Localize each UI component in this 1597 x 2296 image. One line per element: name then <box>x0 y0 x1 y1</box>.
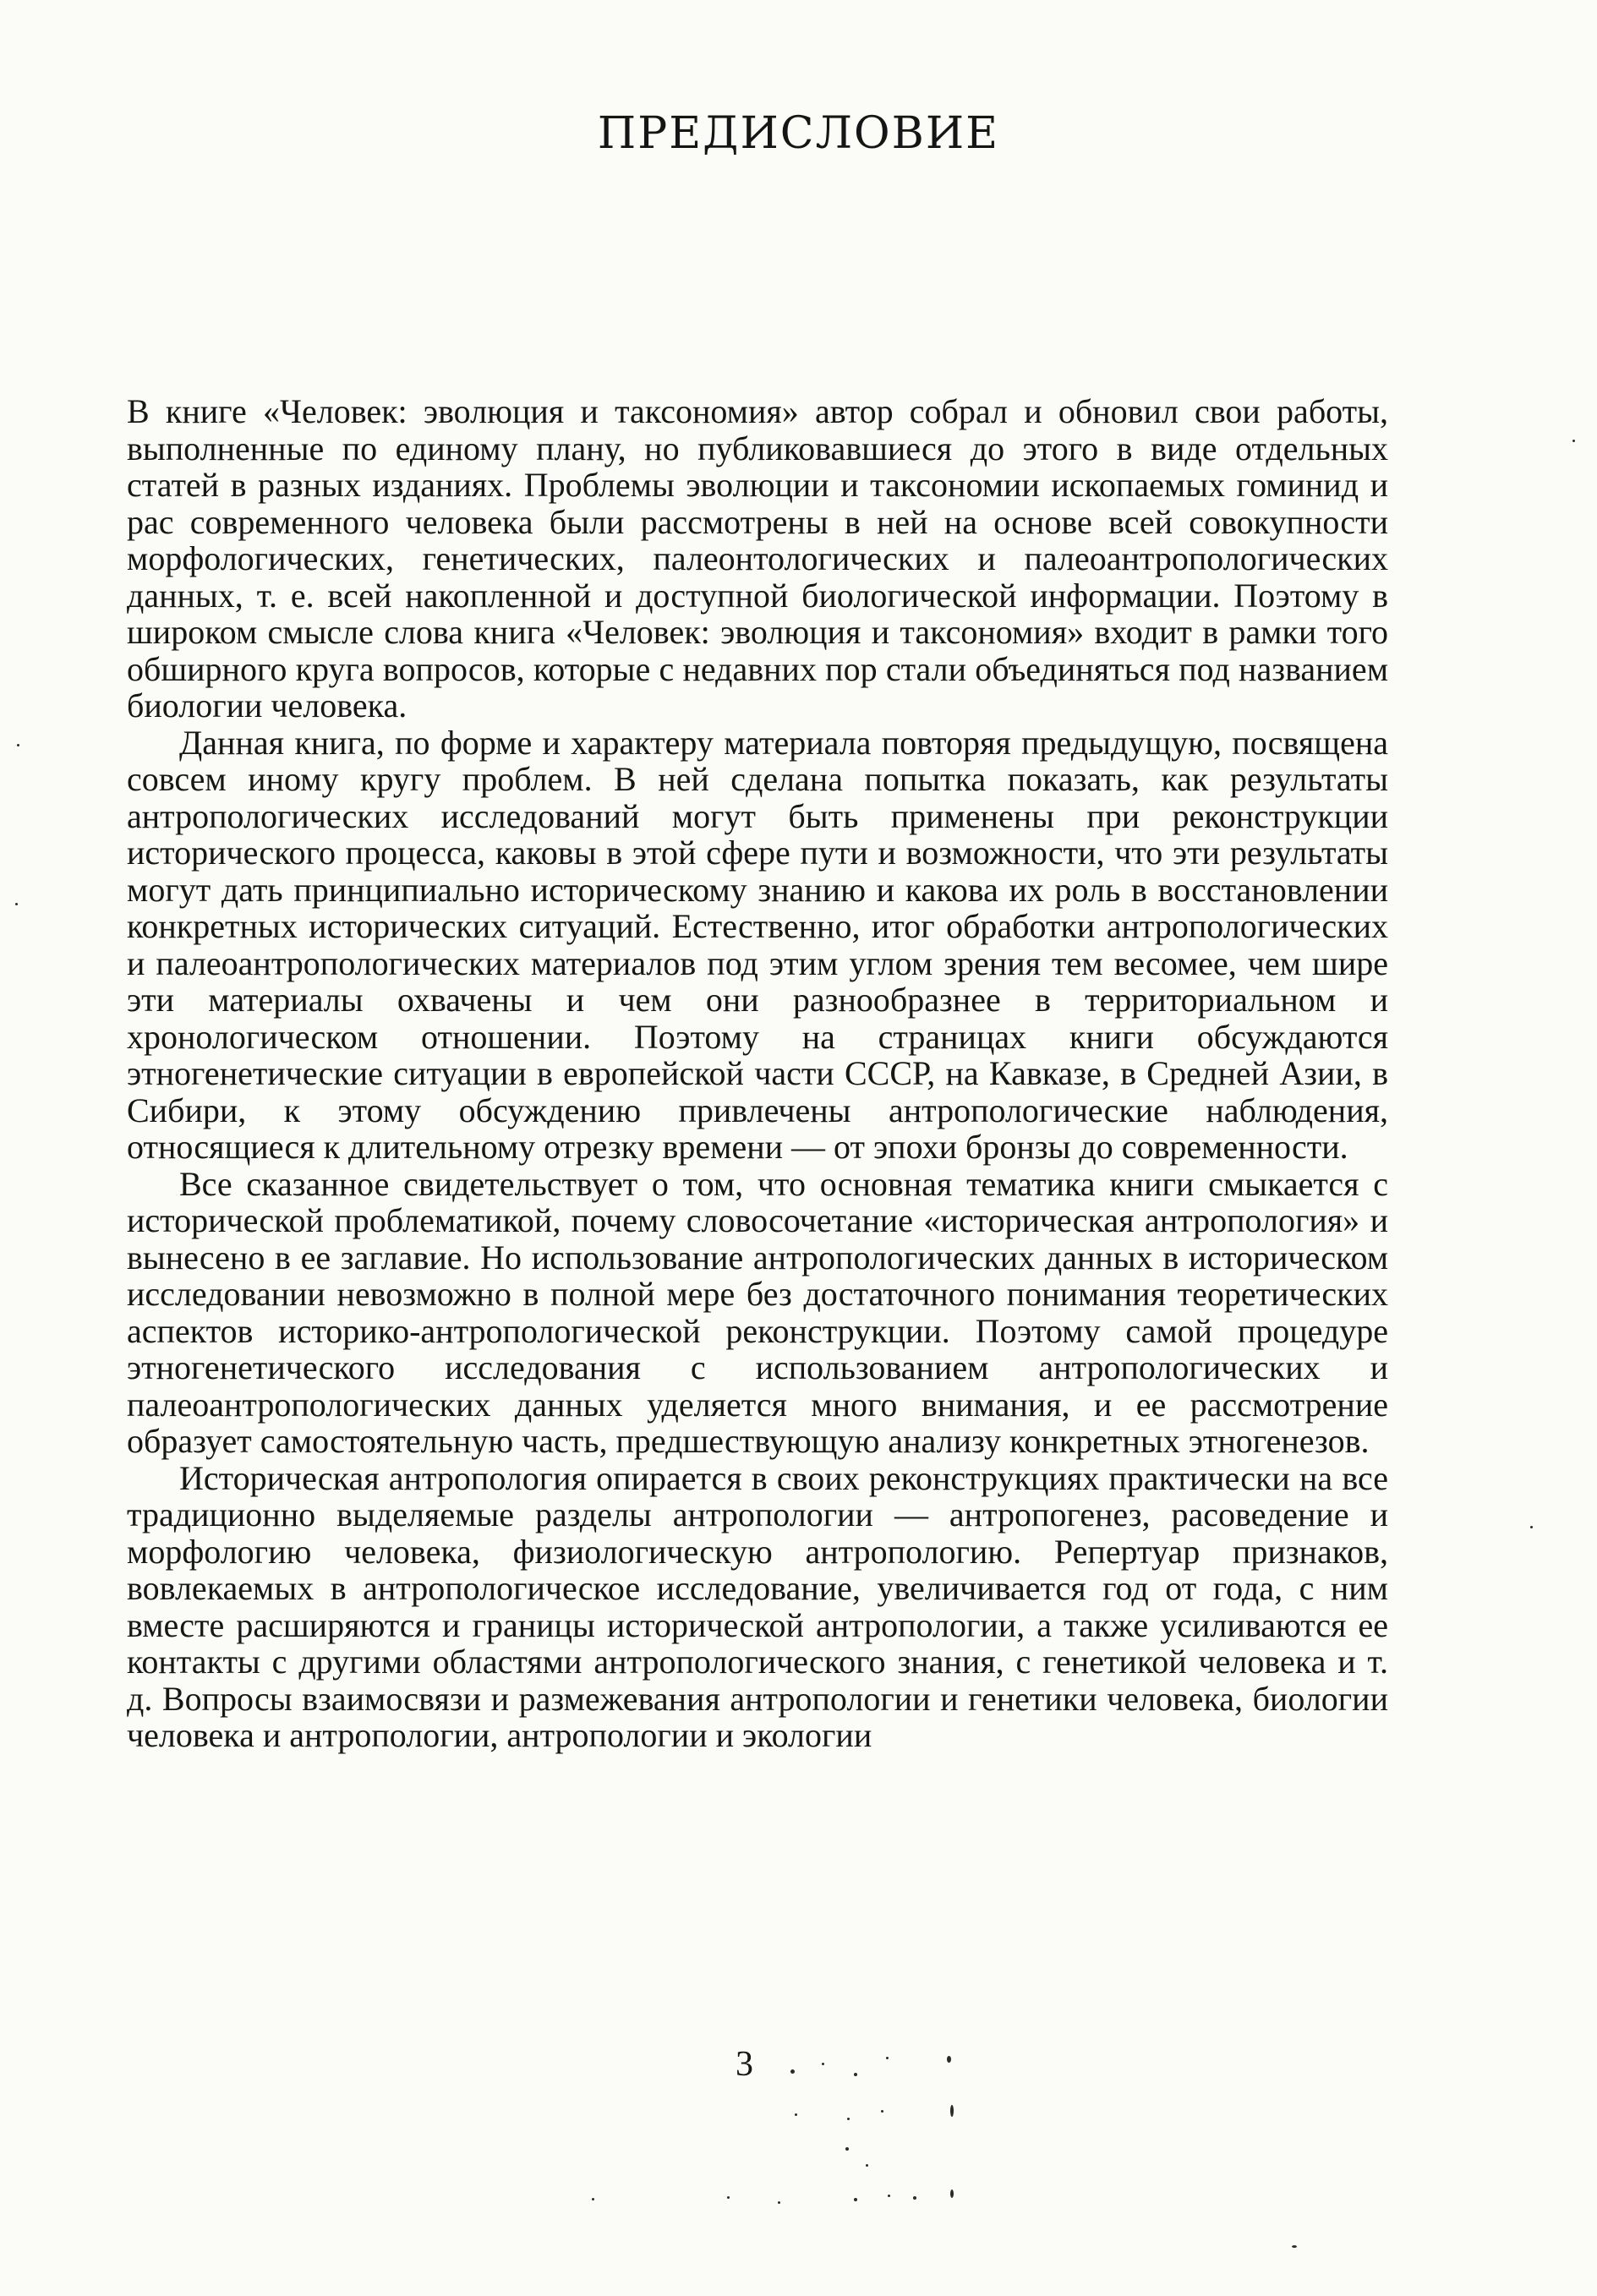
scan-speck <box>592 2198 594 2200</box>
scan-speck <box>1572 440 1575 442</box>
scan-speck <box>727 2196 730 2199</box>
scan-speck <box>790 2069 795 2074</box>
scan-speck <box>854 2073 857 2076</box>
paragraph-4: Историческая антропология опирается в своих реконструкциях практически на все традиционно выделяемые разделы антропологии — антропогенез, расоведение и морфологию человека, физиологическую антропологию. Репертуар признаков, вовлекаемых в антропологическое исследование, увеличивается год от года, с ним вместе расширяются и границы исторической антропологии, а также усиливаются ее контакты с другими областями антропологического знания, с генетикой человека и т. д. Вопросы взаимосвязи и размежевания антропологии и генетики человека, биологии человека и антропологии, антропологии и экологии <box>127 1458 1388 1754</box>
scan-speck <box>778 2201 780 2204</box>
page-number: 3 <box>736 2045 753 2084</box>
scan-speck <box>1292 2245 1297 2248</box>
scan-speck <box>886 2057 889 2059</box>
scan-speck <box>881 2110 883 2113</box>
paragraph-3: Все сказанное свидетельствует о том, что основная тематика книги смыкается с исторической проблематикой, почему словосочетание «историческая антропология» и вынесено в ее заглавие. Но использование антропологических данных в историческом исследовании невозможно в полной мере без достаточного понимания теоретических аспектов историко-антропологической реконструкции. Поэтому самой процедуре этногенетического исследования с использованием антропологических и палеоантропологических данных уделяется много внимания, и ее рассмотрение образует самостоятельную часть, предшествующую анализу конкретных этногенезов. <box>127 1164 1388 1460</box>
scan-speck <box>947 2056 951 2063</box>
scan-speck <box>1530 1526 1533 1528</box>
scan-speck <box>866 2164 868 2167</box>
scan-speck <box>795 2113 797 2116</box>
scan-speck <box>17 744 19 746</box>
scan-speck <box>847 2118 850 2120</box>
page-title: ПРЕДИСЛОВИЕ <box>597 108 1000 159</box>
scan-speck <box>845 2147 849 2151</box>
scan-speck <box>15 903 18 905</box>
scan-speck <box>854 2198 857 2201</box>
scan-speck <box>950 2189 954 2198</box>
body-text <box>127 393 1388 1754</box>
scan-speck <box>822 2063 824 2065</box>
scan-speck <box>913 2196 916 2200</box>
paragraph-2: Данная книга, по форме и характеру материала повторяя предыдущую, посвящена совсем иному кругу проблем. В ней сделана попытка показать, как результаты антропологических исследований могут быть применены при реконструкции исторического процесса, каковы в этой сфере пути и возможности, что эти результаты могут дать принципиально историческому знанию и какова их роль в восстановлении конкретных исторических ситуаций. Естественно, итог обработки антропологических и палеоантропологических материалов под этим углом зрения тем весомее, чем шире эти материалы охвачены и чем они разнообразнее в территориальном и хронологическом отношении. Поэтому на страницах книги обсуждаются этногенетические ситуации в европейской части СССР, на Кавказе, в Средней Азии, в Сибири, к этому обсуждению привлечены антропологические наблюдения, относящиеся к длительному отрезку времени — от эпохи бронзы до современности. <box>127 723 1388 1166</box>
scan-speck <box>950 2105 954 2117</box>
paragraph-1: В книге «Человек: эволюция и таксономия» автор собрал и обновил свои работы, выполненные по единому плану, но публиковавшиеся до этого в виде отдельных статей в разных изданиях. Проблемы эволюции и таксономии ископаемых гоминид и рас современного человека были рассмотрены в ней на основе всей совокупности морфологических, генетических, палеонтологических и палеоантропологических данных, т. е. всей накопленной и доступной биологической информации. Поэтому в широком смысле слова книга «Человек: эволюция и таксономия» входит в рамки того обширного круга вопросов, которые с недавних пор стали объединяться под названием биологии человека. <box>127 392 1388 724</box>
scan-speck <box>888 2195 890 2197</box>
